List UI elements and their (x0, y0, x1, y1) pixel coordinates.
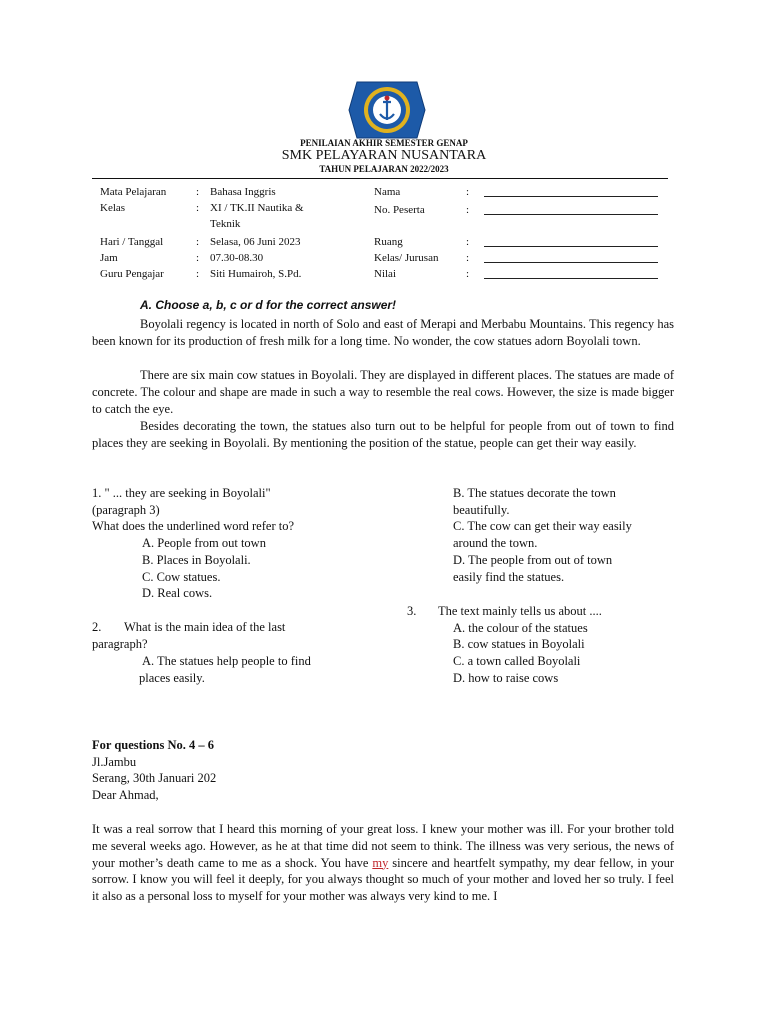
letter-body-highlight: my (372, 855, 389, 870)
reading-paragraph-1: Boyolali regency is located in north of Solo and east of Merapi and Merbabu Mountains. This regency has been known for its production of fresh milk for a long time. No wonder, the cow statues adorn Boyolali town. (92, 317, 674, 348)
question-option-b-right-cont: beautifully. (453, 503, 510, 517)
question-1-option-d[interactable]: D. Real cows. (142, 586, 213, 600)
question-3-number: 3. (407, 604, 417, 618)
question-2-option-a[interactable]: A. The statues help people to find (142, 654, 311, 668)
score-field[interactable] (484, 266, 658, 279)
letter-body-part1: It was a real sorrow that I heard this morning of your great loss. I knew your mother was ill. For your brother told me several weeks ago. However, as he at that time did not seem to think. The illness was very serious, the news of your mother’s death came to me as a shock. You have (92, 822, 674, 870)
question-3-text: The text mainly tells us about .... (438, 604, 602, 618)
letter-body (92, 821, 674, 905)
academic-year: TAHUN PELAJARAN 2022/2023 (319, 164, 449, 174)
exam-subtitle: PENILAIAN AKHIR SEMESTER GENAP (300, 138, 468, 148)
question-option-d-right-cont: easily find the statues. (453, 570, 565, 584)
room-field[interactable] (484, 234, 658, 247)
info-value-subject: Bahasa Inggris (210, 186, 276, 198)
info-colon: : (466, 252, 470, 264)
question-1-option-c[interactable]: C. Cow statues. (142, 570, 221, 584)
question-1-line1: 1. " ... they are seeking in Boyolali" (92, 486, 271, 500)
question-3-option-c[interactable]: C. a town called Boyolali (453, 654, 581, 668)
question-1-line2: (paragraph 3) (92, 503, 160, 517)
info-colon: : (466, 236, 470, 248)
question-option-c-right-cont: around the town. (453, 536, 538, 550)
info-label: Hari / Tanggal (100, 236, 164, 248)
question-2-number: 2. (92, 620, 102, 634)
question-2-option-a-cont: places easily. (139, 671, 205, 685)
info-label: Ruang (374, 236, 403, 248)
info-value-time: 07.30-08.30 (210, 252, 264, 264)
letter-section-intro: For questions No. 4 – 6 (92, 738, 215, 752)
question-1-line3: What does the underlined word refer to? (92, 519, 295, 533)
info-colon: : (196, 268, 200, 280)
letter-date: Serang, 30th Januari 202 (92, 771, 217, 785)
question-3-option-d[interactable]: D. how to raise cows (453, 671, 559, 685)
info-value-class: XI / TK.II Nautika & (210, 202, 304, 214)
reading-paragraph-3: Besides decorating the town, the statues also turn out to be helpful for people from out of town to find places they are seeking in Boyolali. By mentioning the position of the statue, people can get their way easily. (92, 419, 674, 450)
question-2-line2: paragraph? (92, 637, 148, 651)
info-value-teacher: Siti Humairoh, S.Pd. (210, 268, 302, 280)
header-divider (92, 178, 668, 179)
info-label: Nilai (374, 268, 396, 280)
class-major-field[interactable] (484, 250, 658, 263)
info-colon: : (466, 204, 470, 216)
question-1-option-b[interactable]: B. Places in Boyolali. (142, 553, 251, 567)
info-label: Jam (100, 252, 118, 264)
info-value-date: Selasa, 06 Juni 2023 (210, 236, 301, 248)
question-option-d-right[interactable]: D. The people from out of town (453, 553, 613, 567)
reading-paragraph-2: There are six main cow statues in Boyolali. They are displayed in different places. The statues are made of concrete. The colour and shape are made in such a way to resemble the real cows. However, the size is made bigger to catch the eye. (92, 368, 674, 416)
question-3-option-b[interactable]: B. cow statues in Boyolali (453, 637, 585, 651)
name-field[interactable] (484, 184, 658, 197)
question-option-b-right[interactable]: B. The statues decorate the town (453, 486, 616, 500)
info-colon: : (196, 236, 200, 248)
info-label: Nama (374, 186, 401, 198)
info-label: Kelas/ Jurusan (374, 252, 439, 264)
letter-body-part2: sincere and heartfelt sympathy, my dear fellow, in your sorrow. I know you will feel it deeply, for you always thought so much of your mother and loved her so truly. I feel it also as a personal loss to myself for your mother was always very kind to me. I (92, 855, 674, 904)
question-2-line1: What is the main idea of the last (124, 620, 286, 634)
info-colon: : (196, 186, 200, 198)
info-colon: : (466, 186, 470, 198)
info-colon: : (466, 268, 470, 280)
letter-address: Jl.Jambu (92, 755, 137, 769)
participant-number-field[interactable] (484, 202, 658, 215)
exam-info-right (374, 184, 664, 284)
info-label: Kelas (100, 202, 126, 214)
info-value-class-cont: Teknik (210, 218, 241, 230)
section-a-instruction: A. Choose a, b, c or d for the correct answer! (140, 298, 397, 312)
info-colon: : (196, 202, 200, 214)
question-3-option-a[interactable]: A. the colour of the statues (453, 621, 588, 635)
school-logo-icon (347, 80, 427, 140)
school-name: SMK PELAYARAN NUSANTARA (281, 148, 487, 163)
letter-greeting: Dear Ahmad, (92, 788, 159, 802)
question-1-option-a[interactable]: A. People from out town (142, 536, 266, 550)
question-option-c-right[interactable]: C. The cow can get their way easily (453, 519, 632, 533)
info-label: Guru Pengajar (100, 268, 164, 280)
info-colon: : (196, 252, 200, 264)
exam-info-left (100, 184, 370, 284)
info-label: Mata Pelajaran (100, 186, 167, 198)
info-label: No. Peserta (374, 204, 425, 216)
